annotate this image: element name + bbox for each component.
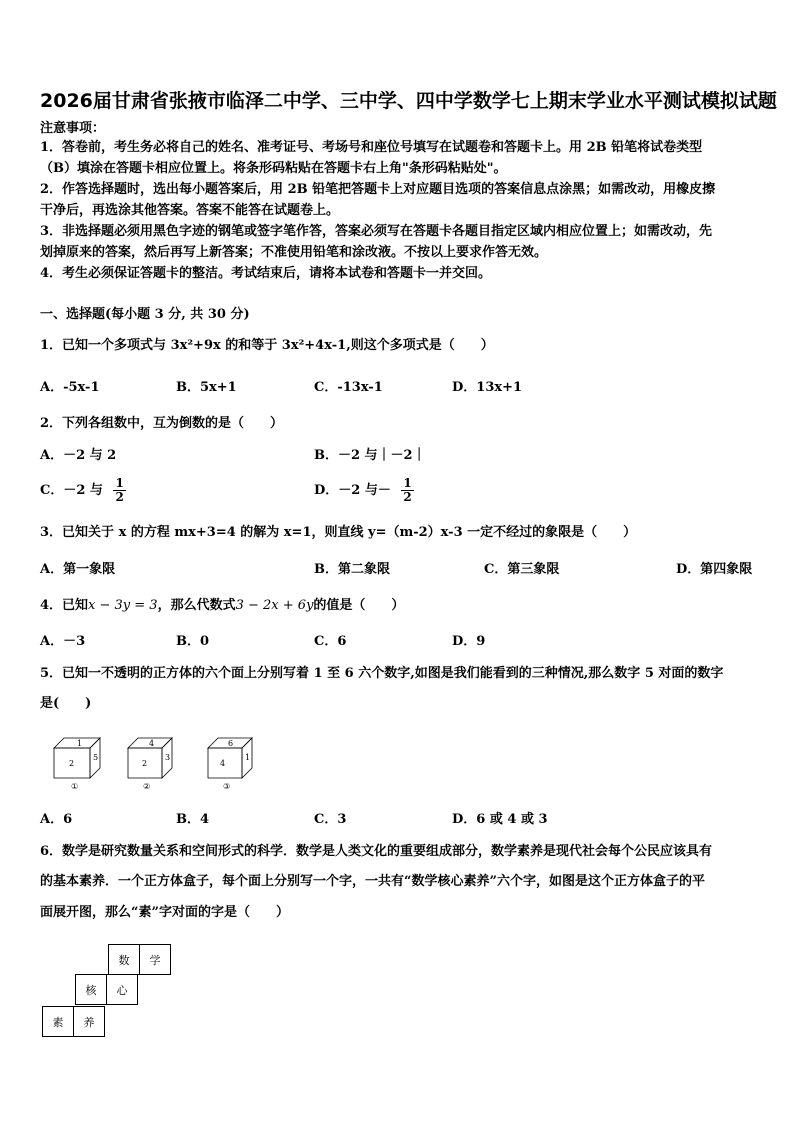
- q4-expression: 3 − 2x + 6y: [235, 598, 314, 613]
- question-2-option-d: [314, 474, 414, 508]
- cube-3-label: ③: [223, 782, 231, 791]
- net-cell-3: 核: [75, 974, 107, 1005]
- net-cell-1: 数: [108, 944, 140, 975]
- question-1-option-d: D．13x+1: [452, 380, 523, 395]
- question-5-option-d: D．6 或 4 或 3: [452, 812, 548, 827]
- cube-3-top: 6: [228, 739, 234, 748]
- question-2-stem: 2．下列各组数中，互为倒数的是（ ）: [40, 416, 284, 431]
- q4-mid: ，那么代数式: [157, 598, 236, 613]
- question-5-option-a: A．6: [40, 812, 73, 827]
- question-6-line-2: 的基本素养．一个正方体盒子，每个面上分别写一个字，一共有“数学核心素养”六个字，如图是这个正方体盒子的平: [40, 874, 705, 889]
- cube-figure: [50, 732, 270, 796]
- question-3-option-c: C．第三象限: [484, 562, 560, 577]
- net-cell-4: 心: [106, 974, 138, 1005]
- net-cell-5: 素: [42, 1006, 74, 1037]
- question-1-option-c: C．-13x-1: [314, 380, 383, 395]
- cube-2: [128, 738, 172, 791]
- cube-figure-svg: [50, 732, 270, 792]
- fraction-denominator: 2: [403, 490, 412, 504]
- notice-line-6: 划掉原来的答案，然后再写上新答案；不准使用铅笔和涂改液。不按以上要求作答无效。: [40, 245, 548, 260]
- question-3-option-d: D．第四象限: [676, 562, 753, 577]
- question-2-option-a: A．－2 与 2: [40, 448, 117, 463]
- question-4-stem: [40, 596, 404, 616]
- cube-2-label: ②: [143, 782, 151, 791]
- question-1-option-b: B．5x+1: [176, 380, 237, 395]
- question-1-stem: 1．已知一个多项式与 3x²+9x 的和等于 3x²+4x-1,则这个多项式是（ ）: [40, 338, 494, 353]
- cube-1: [54, 738, 100, 791]
- cube-1-top: 1: [77, 739, 83, 748]
- notice-line-7: 4．考生必须保证答题卡的整洁。考试结束后，请将本试卷和答题卡一并交回。: [40, 266, 492, 281]
- cube-3-front: 4: [220, 759, 226, 768]
- question-2-option-c: [40, 474, 126, 508]
- question-1-option-a: A．-5x-1: [40, 380, 100, 395]
- question-5-stem-line-2: 是( ): [40, 696, 92, 711]
- notice-line-5: 3．非选择题必须用黑色字迹的钢笔或签字笔作答，答案必须写在答题卡各题目指定区域内相应位置上；如需改动，先: [40, 224, 713, 239]
- cube-1-label: ①: [71, 782, 79, 791]
- question-5-option-c: C．3: [314, 812, 347, 827]
- question-5-option-b: B．4: [176, 812, 210, 827]
- cube-3: [208, 738, 252, 791]
- cube-1-side: 5: [93, 753, 99, 762]
- fraction-numerator: 1: [115, 476, 124, 490]
- q4-suffix: 的值是（ ）: [313, 598, 405, 613]
- question-4-option-d: D．9: [452, 634, 486, 649]
- cube-2-front: 2: [142, 759, 148, 768]
- cube-3-side: 1: [245, 753, 251, 762]
- q4-prefix: 4．已知: [40, 598, 89, 613]
- question-4-option-b: B．0: [176, 634, 210, 649]
- notice-heading: 注意事项：: [40, 121, 106, 136]
- notice-line-1: 1．答卷前，考生务必将自己的姓名、准考证号、考场号和座位号填写在试题卷和答题卡上。用 2B 铅笔将试卷类型: [40, 140, 703, 155]
- cube-2-top: 4: [149, 739, 155, 748]
- option-c-prefix: C．－2 与: [40, 483, 103, 498]
- question-5-stem-line-1: 5．已知一不透明的正方体的六个面上分别写着 1 至 6 六个数字,如图是我们能看到的三种情况,那么数字 5 对面的数字: [40, 666, 724, 681]
- q4-condition: x − 3y = 3: [88, 598, 158, 613]
- notice-line-2: （B）填涂在答题卡相应位置上。将条形码粘贴在答题卡右上角"条形码粘贴处"。: [40, 161, 507, 176]
- cube-2-side: 3: [165, 753, 171, 762]
- question-2-option-b: B．－2 与｜－2｜: [314, 448, 426, 463]
- cube-1-front: 2: [69, 759, 75, 768]
- option-d-prefix: D．－2 与－: [314, 483, 391, 498]
- question-4-option-c: C．6: [314, 634, 347, 649]
- section-heading: 一、选择题(每小题 3 分, 共 30 分): [40, 307, 250, 322]
- question-3-stem: 3．已知关于 x 的方程 mx+3=4 的解为 x=1，则直线 y=（m-2）x-3 一定不经过的象限是（ ）: [40, 525, 637, 540]
- cube-net: [42, 944, 177, 1040]
- fraction-numerator: 1: [403, 476, 412, 490]
- question-6-line-1: 6．数学是研究数量关系和空间形式的科学．数学是人类文化的重要组成部分，数学素养是现代社会每个公民应该具有: [40, 844, 713, 859]
- net-cell-6: 养: [73, 1006, 105, 1037]
- exam-title: 2026届甘肃省张掖市临泽二中学、三中学、四中学数学七上期末学业水平测试模拟试题: [40, 90, 777, 112]
- question-4-option-a: A．－3: [40, 634, 86, 649]
- fraction-denominator: 2: [115, 490, 124, 504]
- fraction-one-half: [401, 477, 413, 504]
- notice-line-3: 2．作答选择题时，选出每小题答案后，用 2B 铅笔把答题卡上对应题目选项的答案信息点涂黑；如需改动，用橡皮擦: [40, 182, 716, 197]
- fraction-one-half: [113, 477, 125, 504]
- question-6-line-3: 面展开图，那么“素”字对面的字是（ ）: [40, 905, 289, 920]
- question-3-option-b: B．第二象限: [314, 562, 390, 577]
- notice-line-4: 干净后，再选涂其他答案。答案不能答在试题卷上。: [40, 203, 340, 218]
- net-cell-2: 学: [139, 944, 171, 975]
- question-3-option-a: A．第一象限: [40, 562, 116, 577]
